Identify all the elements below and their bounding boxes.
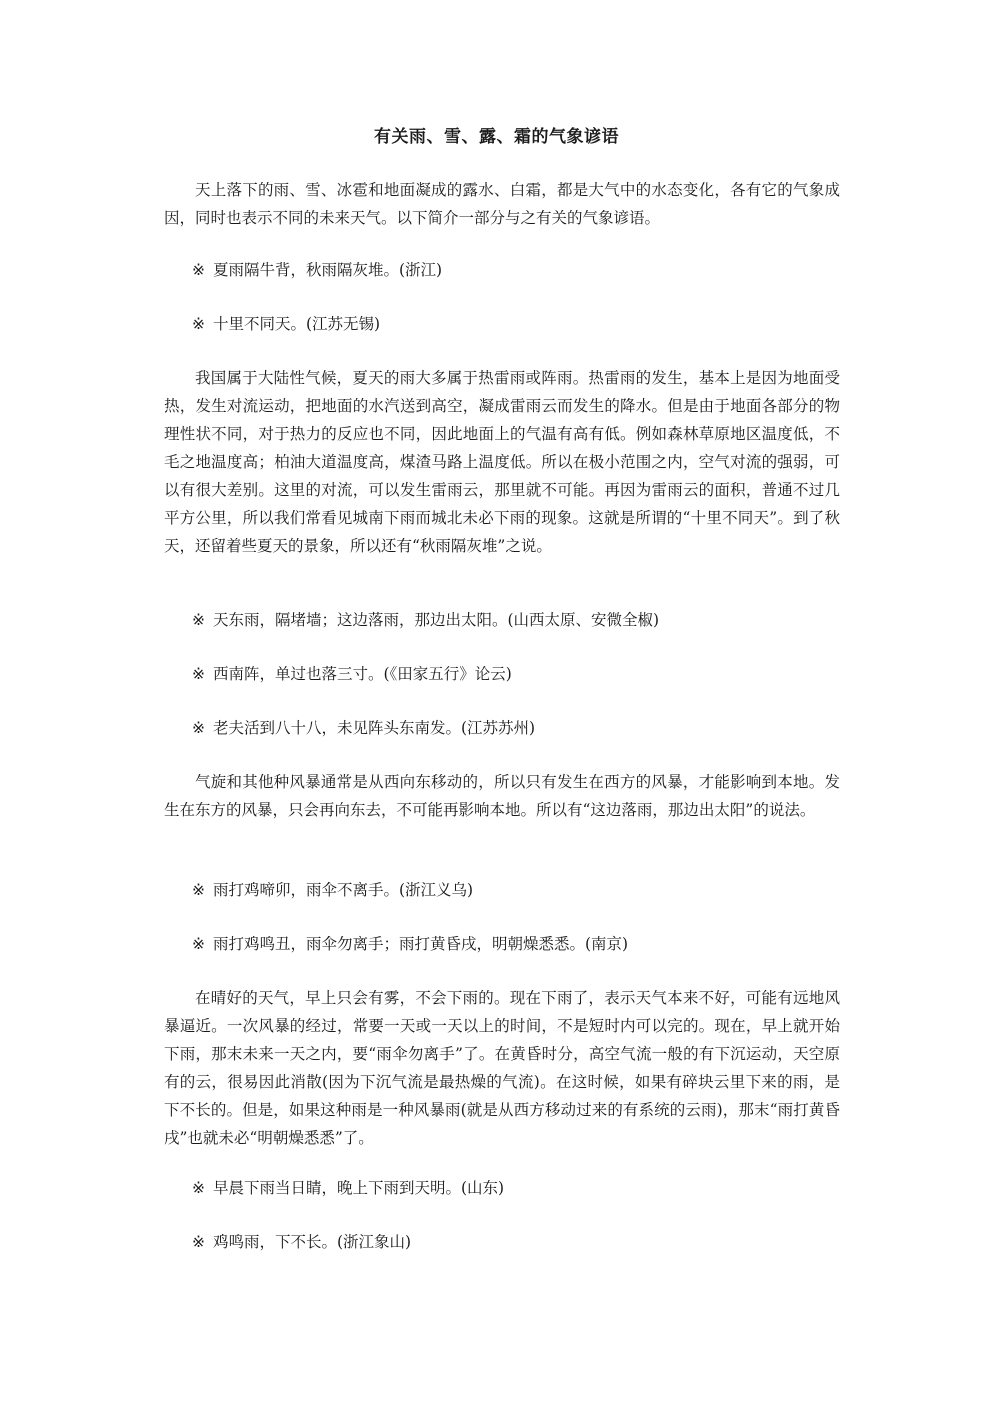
- reference-mark-icon: ※: [192, 1179, 205, 1197]
- reference-mark-icon: ※: [192, 881, 205, 899]
- proverb-item: [164, 310, 868, 338]
- proverb-text: 夏雨隔牛背，秋雨隔灰堆。(浙江): [213, 261, 443, 279]
- document-title: 有关雨、雪、露、霜的气象谚语: [374, 127, 619, 147]
- proverb-item: [164, 1174, 868, 1202]
- reference-mark-icon: ※: [192, 261, 205, 279]
- reference-mark-icon: ※: [192, 719, 205, 737]
- reference-mark-icon: ※: [192, 1233, 205, 1251]
- proverb-text: 雨打鸡啼卯，雨伞不离手。(浙江义乌): [213, 881, 474, 899]
- proverb-item: [164, 660, 868, 688]
- proverb-text: 老夫活到八十八，未见阵头东南发。(江苏苏州): [213, 719, 536, 737]
- reference-mark-icon: ※: [192, 611, 205, 629]
- reference-mark-icon: ※: [192, 315, 205, 333]
- proverb-text: 天东雨，隔堵墙；这边落雨，那边出太阳。(山西太原、安微全椒): [213, 611, 660, 629]
- proverb-item: [164, 876, 868, 904]
- proverb-text: 鸡鸣雨，下不长。(浙江象山): [213, 1233, 412, 1251]
- reference-mark-icon: ※: [192, 665, 205, 683]
- intro-paragraph: 天上落下的雨、雪、冰雹和地面凝成的露水、白霜，都是大气中的水态变化，各有它的气象成因，同时也表示不同的未来天气。以下简介一部分与之有关的气象谚语。: [164, 181, 840, 227]
- proverb-item: [164, 714, 868, 742]
- proverb-text: 十里不同天。(江苏无锡): [213, 315, 381, 333]
- proverb-text: 西南阵，单过也落三寸。(《田家五行》论云): [213, 665, 512, 683]
- proverb-text: 雨打鸡鸣丑，雨伞勿离手；雨打黄昏戌，明朝燥悉悉。(南京): [213, 935, 629, 953]
- proverb-item: [164, 256, 868, 284]
- proverb-item: [164, 1228, 868, 1256]
- reference-mark-icon: ※: [192, 935, 205, 953]
- proverb-text: 早晨下雨当日睛，晚上下雨到天明。(山东): [213, 1179, 505, 1197]
- explanation-paragraph: 我国属于大陆性气候，夏天的雨大多属于热雷雨或阵雨。热雷雨的发生，基本上是因为地面受热，发生对流运动，把地面的水汽送到高空，凝成雷雨云而发生的降水。但是由于地面各部分的物理性状不同，对于热力的反应也不同，因此地面上的气温有高有低。例如森林草原地区温度低，不毛之地温度高；柏油大道温度高，煤渣马路上温度低。所以在极小范围之内，空气对流的强弱，可以有很大差别。这里的对流，可以发生雷雨云，那里就不可能。再因为雷雨云的面积，普通不过几平方公里，所以我们常看见城南下雨而城北未必下雨的现象。这就是所谓的“十里不同天”。到了秋天，还留着些夏天的景象，所以还有“秋雨隔灰堆”之说。: [164, 369, 840, 555]
- proverb-item: [164, 606, 868, 634]
- explanation-paragraph: 气旋和其他种风暴通常是从西向东移动的，所以只有发生在西方的风暴，才能影响到本地。发生在东方的风暴，只会再向东去，不可能再影响本地。所以有“这边落雨，那边出太阳”的说法。: [164, 773, 840, 819]
- proverb-item: [164, 930, 868, 958]
- explanation-paragraph: 在晴好的天气，早上只会有雾，不会下雨的。现在下雨了，表示天气本来不好，可能有远地风暴逼近。一次风暴的经过，常要一天或一天以上的时间，不是短时内可以完的。现在，早上就开始下雨，那末未来一天之内，要“雨伞勿离手”了。在黄昏时分，高空气流一般的有下沉运动，天空原有的云，很易因此消散(因为下沉气流是最热燥的气流)。在这时候，如果有碎块云里下来的雨，是下不长的。但是，如果这种雨是一种风暴雨(就是从西方移动过来的有系统的云雨)，那末“雨打黄昏戌”也就未必“明朝燥悉悉”了。: [164, 989, 840, 1147]
